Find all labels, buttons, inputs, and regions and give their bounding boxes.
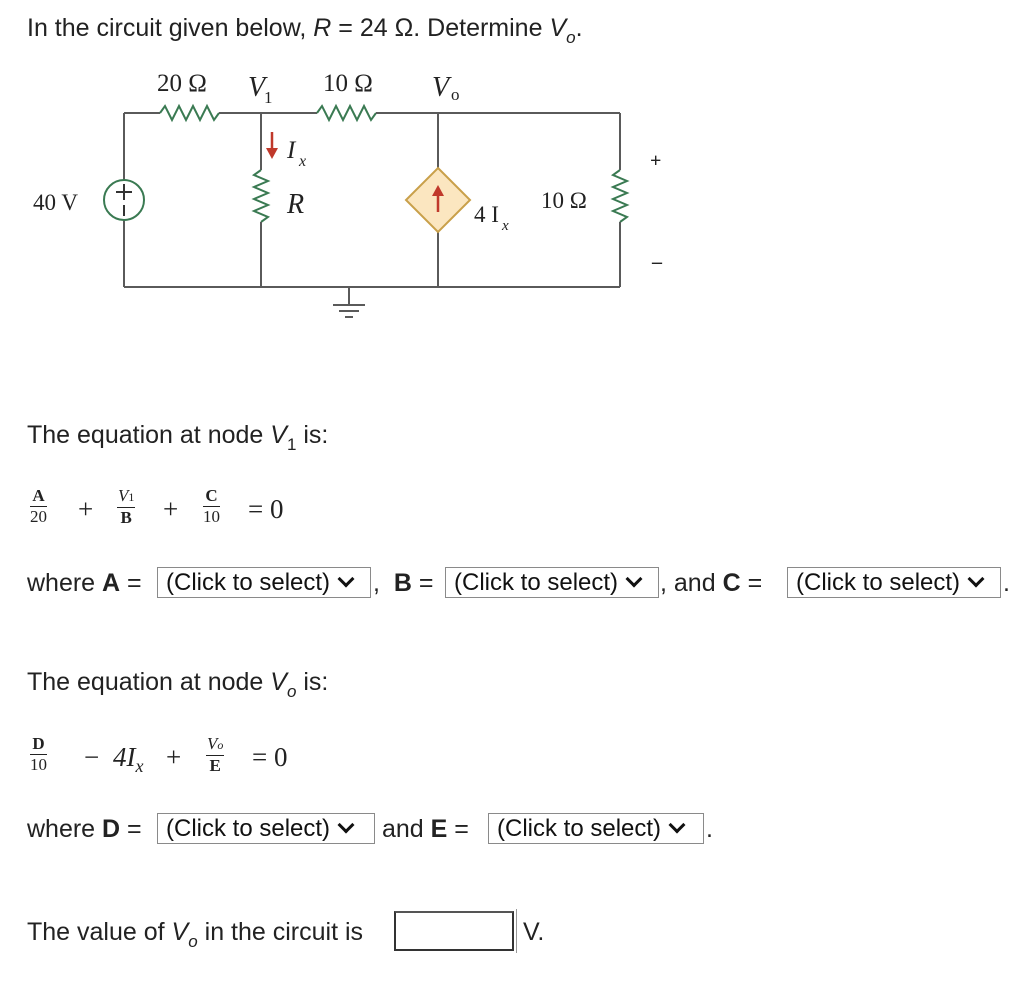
- node-v1-suffix: is:: [296, 421, 329, 449]
- where-label-2: where: [27, 815, 103, 843]
- plus-2: +: [163, 494, 179, 524]
- fraction-v1-over-b: [117, 486, 135, 528]
- label-10ohm-top: 10 Ω: [323, 70, 373, 97]
- d-label: D: [102, 815, 121, 843]
- node-vo-suffix: is:: [296, 668, 329, 696]
- select-e[interactable]: [488, 813, 704, 844]
- d-eq: =: [120, 815, 142, 843]
- r-symbol: R: [313, 14, 332, 42]
- frac-d-den: 10: [30, 755, 47, 774]
- chevron-down-icon: [626, 570, 643, 587]
- node-vo-sub: o: [286, 682, 297, 701]
- node-v1-sub: 1: [286, 435, 297, 454]
- e-eq: =: [447, 815, 469, 843]
- select-e-value: (Click to select): [497, 814, 662, 842]
- equals-zero-2: = 0: [252, 742, 288, 772]
- select-a-value: (Click to select): [166, 568, 331, 596]
- select-b[interactable]: [445, 567, 659, 598]
- label-plus: +: [650, 150, 662, 172]
- chevron-down-icon: [338, 570, 355, 587]
- frac-a-num: A: [30, 486, 47, 507]
- frac-c-num: C: [203, 486, 220, 507]
- frac-d-num: D: [30, 734, 47, 755]
- vo-answer-input[interactable]: [394, 911, 514, 951]
- term-4ix: [113, 742, 144, 776]
- question-suffix: .: [575, 14, 583, 42]
- label-10ohm-right: 10 Ω: [541, 188, 587, 213]
- answer-sub: o: [188, 932, 198, 951]
- and-label-1: , and: [660, 569, 723, 597]
- select-d-value: (Click to select): [166, 814, 331, 842]
- node-vo-prefix: The equation at node: [27, 668, 271, 696]
- label-v1-sub: 1: [264, 88, 273, 107]
- node-vo-heading: [27, 668, 329, 701]
- node-v1-prefix: The equation at node: [27, 421, 271, 449]
- label-dep-sub: x: [502, 218, 509, 234]
- period-1: .: [1003, 569, 1010, 597]
- resistor-10ohm-right: [613, 170, 627, 222]
- b-label: B: [393, 569, 412, 597]
- vo-subscript: o: [566, 28, 576, 47]
- term-4ix-main: 4I: [113, 742, 136, 772]
- answer-sym: V: [171, 918, 189, 946]
- label-vo: V: [432, 72, 450, 103]
- answer-unit: V.: [523, 918, 545, 946]
- resistor-20ohm: [160, 106, 219, 120]
- label-ix: I: [287, 137, 296, 164]
- plus-1: +: [78, 494, 94, 524]
- select-d[interactable]: [157, 813, 375, 844]
- chevron-down-icon: [338, 816, 355, 833]
- minus-op: −: [84, 742, 100, 772]
- frac-a-den: 20: [30, 507, 47, 526]
- chevron-down-icon: [968, 570, 985, 587]
- e-label: E: [430, 815, 448, 843]
- r-value: = 24 Ω. Determine: [331, 14, 550, 42]
- c-eq: =: [740, 569, 763, 597]
- b-eq: =: [411, 569, 434, 597]
- plus-3: +: [166, 742, 182, 772]
- label-dep-source: 4 I: [474, 202, 499, 227]
- fraction-c-over-10: [203, 486, 220, 527]
- question-prefix: In the circuit given below,: [27, 14, 314, 42]
- e-label-group: [382, 815, 469, 844]
- equals-zero-1: = 0: [248, 494, 284, 524]
- term-4ix-sub: x: [135, 756, 144, 776]
- b-label-group: [373, 569, 433, 598]
- resistor-10ohm-top: [317, 106, 376, 120]
- question-text: [27, 14, 583, 47]
- fraction-d-over-10: [30, 734, 47, 775]
- where-label-1: where: [27, 569, 103, 597]
- label-v1: V: [248, 72, 266, 103]
- label-r: R: [287, 189, 305, 220]
- where-abc-label: [27, 569, 142, 598]
- frac-vo-num-sub: o: [217, 738, 224, 752]
- and-label-2: and: [382, 815, 431, 843]
- frac-vo-num: V: [207, 734, 218, 753]
- select-c-value: (Click to select): [796, 568, 961, 596]
- circuit-diagram: [0, 60, 700, 330]
- frac-v1-num: V: [118, 486, 129, 505]
- resistor-r: [254, 170, 268, 222]
- select-a[interactable]: [157, 567, 371, 598]
- period-2: .: [706, 815, 713, 843]
- comma-1: ,: [373, 569, 380, 597]
- select-b-value: (Click to select): [454, 568, 619, 596]
- answer-suffix: in the circuit is: [197, 918, 364, 946]
- fraction-a-over-20: [30, 486, 47, 527]
- vo-symbol: V: [549, 14, 567, 42]
- frac-v1-num-sub: 1: [128, 490, 135, 504]
- answer-prompt: [27, 918, 364, 951]
- label-20ohm: 20 Ω: [157, 70, 207, 97]
- c-label: C: [722, 569, 741, 597]
- label-vo-sub: o: [451, 85, 460, 104]
- c-label-group: [660, 569, 762, 598]
- chevron-down-icon: [669, 816, 686, 833]
- a-eq: =: [120, 569, 142, 597]
- frac-v1-den: B: [120, 508, 132, 527]
- label-ix-sub: x: [299, 153, 307, 170]
- frac-vo-den: E: [209, 756, 221, 775]
- node-v1-heading: [27, 421, 329, 454]
- label-40v: 40 V: [33, 190, 78, 215]
- label-minus: –: [652, 251, 662, 273]
- node-vo-sym: V: [270, 668, 287, 696]
- node-v1-sym: V: [270, 421, 287, 449]
- answer-prefix: The value of: [27, 918, 172, 946]
- a-label: A: [102, 569, 121, 597]
- where-de-label: [27, 815, 142, 844]
- unit-divider: [516, 909, 517, 953]
- frac-c-den: 10: [203, 507, 220, 526]
- fraction-vo-over-e: [206, 734, 224, 776]
- select-c[interactable]: [787, 567, 1001, 598]
